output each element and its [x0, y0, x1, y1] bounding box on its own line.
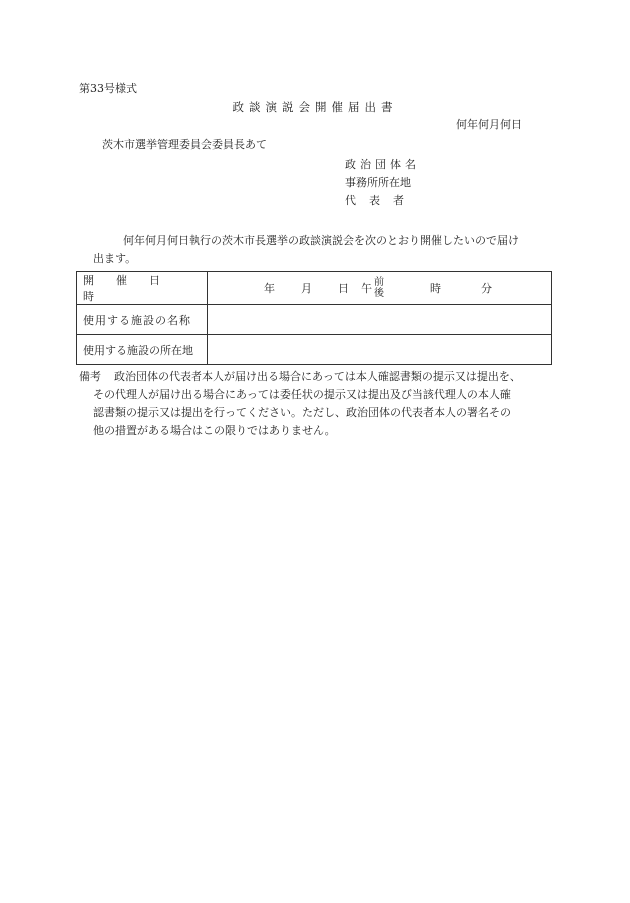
row-label-facility-name: 使用する施設の名称 — [77, 305, 208, 335]
datetime-template — [214, 277, 545, 299]
office-address-label: 事務所所在地 — [345, 176, 411, 189]
row-label-datetime: 開催日時 — [77, 272, 208, 305]
hour-label: 時 — [430, 282, 441, 295]
addressee: 茨木市選挙管理委員会委員長あて — [102, 138, 267, 151]
form-number: 第33号様式 — [79, 82, 137, 95]
notes-line: 認書類の提示又は提出を行ってください。ただし、政治団体の代表者本人の署名その — [93, 406, 511, 419]
event-details-table — [76, 271, 552, 365]
representative-char: 代 — [345, 194, 356, 207]
facility-name-field[interactable] — [208, 305, 552, 335]
noon-label: 午 — [361, 282, 372, 295]
notes-heading: 備考 — [79, 370, 101, 383]
representative-char: 表 — [369, 194, 380, 207]
table-row — [77, 335, 552, 365]
organization-block — [345, 156, 420, 210]
table-row — [77, 272, 552, 305]
body-paragraph — [79, 232, 551, 268]
am-label: 前 — [374, 277, 384, 288]
representative-label — [345, 192, 420, 210]
notes-line: その代理人が届け出る場合にあっては委任状の提示又は提出及び当該代理人の本人確 — [93, 388, 511, 401]
body-line: 何年何月何日執行の茨木市長選挙の政談演説会を次のとおり開催したいので届け — [123, 234, 519, 247]
day-label: 日 — [338, 282, 349, 295]
org-name-label: 政治団体名 — [345, 158, 420, 171]
notes-line: 他の措置がある場合はこの限りではありません。 — [93, 424, 336, 437]
page-title: 政談演説会開催届出書 — [232, 100, 398, 114]
am-pm-selector — [374, 277, 384, 299]
body-line: 出ます。 — [93, 252, 137, 265]
month-label: 月 — [301, 282, 312, 295]
datetime-field[interactable] — [208, 272, 552, 305]
notes-line: 政治団体の代表者本人が届け出る場合にあっては本人確認書類の提示又は提出を、 — [114, 370, 521, 383]
minute-label: 分 — [481, 282, 492, 295]
notes-section — [79, 368, 559, 440]
pm-label: 後 — [374, 288, 384, 299]
date-line: 何年何月何日 — [456, 118, 522, 131]
facility-address-field[interactable] — [208, 335, 552, 365]
table-row — [77, 305, 552, 335]
representative-char: 者 — [393, 194, 404, 207]
row-label-facility-address: 使用する施設の所在地 — [77, 335, 208, 365]
year-label: 年 — [264, 282, 275, 295]
